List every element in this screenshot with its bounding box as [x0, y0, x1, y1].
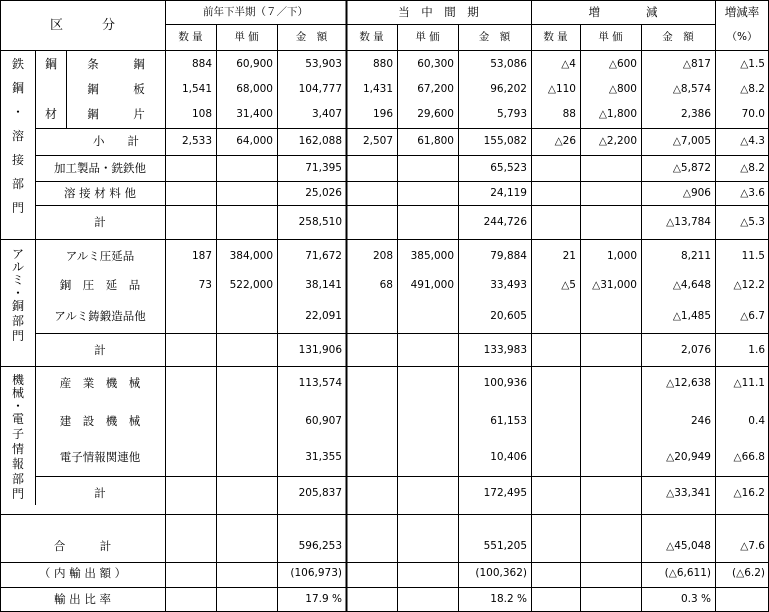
table-cell: △110 — [547, 83, 576, 95]
header-division: 区 分 — [49, 18, 115, 33]
group-machinery-label: 機 械 ・ 電 子 情 報 部 門 — [11, 373, 24, 501]
table-cell: 100,936 — [483, 377, 527, 389]
row-label: 加工製品・銑鉄他 — [54, 161, 146, 175]
subheader-amount: 金 額 — [662, 31, 694, 43]
table-cell: △1,485 — [672, 310, 711, 322]
table-cell: 2,386 — [680, 108, 711, 120]
table-cell: △4 — [561, 58, 576, 70]
table-cell: 172,495 — [483, 487, 527, 499]
row-label: 溶 接 材 料 他 — [63, 186, 137, 200]
table-cell: △800 — [608, 83, 637, 95]
table-cell: 21 — [562, 250, 576, 262]
row-label: 銅 圧 延 品 — [59, 278, 141, 292]
table-cell: 258,510 — [298, 216, 342, 228]
table-cell: 113,574 — [298, 377, 342, 389]
table-cell: 384,000 — [229, 250, 273, 262]
table-cell: 67,200 — [417, 83, 454, 95]
table-cell: △1.5 — [740, 58, 765, 70]
table-cell: 71,672 — [305, 250, 342, 262]
table-cell: △8,574 — [672, 83, 711, 95]
table-cell: 0.3 % — [680, 593, 711, 605]
subheader-rate-unit: （%） — [726, 31, 758, 43]
table-cell: △600 — [608, 58, 637, 70]
subheader-amount: 金 額 — [478, 31, 511, 43]
table-cell: 53,086 — [490, 58, 527, 70]
row-label: 産 業 機 械 — [59, 376, 141, 390]
table-cell: 79,884 — [490, 250, 527, 262]
table-cell: 60,900 — [236, 58, 273, 70]
row-label: 計 — [94, 486, 106, 500]
table-cell: 29,600 — [417, 108, 454, 120]
subheader-price: 単 価 — [415, 31, 440, 43]
table-cell: 53,903 — [305, 58, 342, 70]
table-cell: △4,648 — [672, 279, 711, 291]
table-cell: 71,395 — [305, 162, 342, 174]
row-label: 計 — [94, 343, 106, 357]
table-cell: △16.2 — [733, 487, 765, 499]
subheader-qty: 数 量 — [178, 31, 203, 43]
row-label: （ 内 輸 出 額 ） — [38, 566, 127, 580]
table-cell: 196 — [372, 108, 393, 120]
subheader-qty: 数 量 — [359, 31, 384, 43]
table-cell: 18.2 % — [490, 593, 527, 605]
table-cell: 155,082 — [483, 135, 527, 147]
table-cell: 5,793 — [496, 108, 527, 120]
table-cell: 551,205 — [483, 540, 527, 552]
table-cell: △45,048 — [666, 540, 711, 552]
subheader-price: 単 価 — [598, 31, 623, 43]
table-cell: 133,983 — [483, 344, 527, 356]
row-label: 計 — [94, 215, 106, 229]
group-alum-label: ア ル ミ ・ 銅 部 門 — [11, 247, 24, 343]
table-cell: △906 — [682, 187, 711, 199]
table-cell: △13,784 — [666, 216, 711, 228]
row-label: 合 計 — [53, 539, 112, 553]
table-cell: 68 — [379, 279, 393, 291]
table-cell: 88 — [562, 108, 576, 120]
table-cell: △31,000 — [592, 279, 637, 291]
group-steel-material-label: 鋼 材 — [44, 57, 57, 121]
table-cell: 2,076 — [680, 344, 711, 356]
table-cell: 25,026 — [305, 187, 342, 199]
table-cell: 2,533 — [181, 135, 212, 147]
table-cell: (△6,611) — [664, 567, 711, 579]
table-cell: △5,872 — [672, 162, 711, 174]
row-label: アルミ圧延品 — [65, 249, 135, 263]
table-cell: 162,088 — [298, 135, 342, 147]
table-cell: 104,777 — [298, 83, 342, 95]
table-cell: 31,355 — [305, 451, 342, 463]
header-current-period: 当 中 間 期 — [398, 5, 479, 19]
table-cell: 884 — [191, 58, 212, 70]
table-cell: 491,000 — [410, 279, 454, 291]
table-cell: △66.8 — [733, 451, 765, 463]
table-cell: 0.4 — [748, 415, 765, 427]
table-cell: 22,091 — [305, 310, 342, 322]
table-cell: 33,493 — [490, 279, 527, 291]
table-cell: △12.2 — [733, 279, 765, 291]
table-cell: △12,638 — [666, 377, 711, 389]
table-cell: △3.6 — [740, 187, 765, 199]
table-cell: 1.6 — [748, 344, 765, 356]
table-cell: 24,119 — [490, 187, 527, 199]
table-cell: △2,200 — [598, 135, 637, 147]
table-cell: 10,406 — [490, 451, 527, 463]
header-change-rate: 増減率 — [724, 5, 760, 19]
table-cell: △4.3 — [740, 135, 765, 147]
table-cell: △20,949 — [666, 451, 711, 463]
table-cell: 1,541 — [181, 83, 212, 95]
table-cell: 385,000 — [410, 250, 454, 262]
table-cell: 61,800 — [417, 135, 454, 147]
table-cell: 20,605 — [490, 310, 527, 322]
table-cell: 522,000 — [229, 279, 273, 291]
table-cell: 1,431 — [362, 83, 393, 95]
table-cell: △7.6 — [740, 540, 765, 552]
table-cell: 96,202 — [490, 83, 527, 95]
table-cell: △7,005 — [672, 135, 711, 147]
row-label: 鋼 片 — [87, 107, 145, 121]
row-label: 鋼 板 — [87, 82, 145, 96]
table-cell: 31,400 — [236, 108, 273, 120]
row-label: 輸 出 比 率 — [54, 592, 111, 606]
table-cell: △8.2 — [740, 83, 765, 95]
table-cell: 187 — [191, 250, 212, 262]
table-cell: △5.3 — [740, 216, 765, 228]
table-cell: △11.1 — [733, 377, 765, 389]
table-cell: 3,407 — [311, 108, 342, 120]
table-cell: △1,800 — [598, 108, 637, 120]
table-cell: △6.7 — [740, 310, 765, 322]
table-cell: 70.0 — [741, 108, 765, 120]
table-cell: 2,507 — [362, 135, 393, 147]
table-cell: 60,907 — [305, 415, 342, 427]
table-cell: (100,362) — [475, 567, 527, 579]
table-cell: 8,211 — [680, 250, 711, 262]
table-cell: 1,000 — [606, 250, 637, 262]
table-cell: (106,973) — [290, 567, 342, 579]
table-cell: 65,523 — [490, 162, 527, 174]
table-cell: 596,253 — [298, 540, 342, 552]
subheader-amount: 金 額 — [295, 31, 328, 43]
table-cell: 108 — [191, 108, 212, 120]
row-label: 建 設 機 械 — [59, 414, 141, 428]
table-cell: 68,000 — [236, 83, 273, 95]
table-cell: 131,906 — [298, 344, 342, 356]
table-cell: 880 — [372, 58, 393, 70]
subheader-price: 単 価 — [234, 31, 259, 43]
table-cell: 38,141 — [305, 279, 342, 291]
row-label: 小 計 — [93, 134, 139, 148]
row-label: 条 鋼 — [87, 57, 145, 71]
table-cell: 244,726 — [483, 216, 527, 228]
table-cell: (△6.2) — [732, 567, 765, 579]
table-cell: △33,341 — [666, 487, 711, 499]
table-cell: △5 — [561, 279, 576, 291]
table-cell: 73 — [198, 279, 212, 291]
table-cell: 61,153 — [490, 415, 527, 427]
table-cell: 205,837 — [298, 487, 342, 499]
table-cell: △26 — [554, 135, 576, 147]
header-change: 増 減 — [588, 5, 658, 19]
row-label: アルミ鋳鍛造品他 — [54, 309, 146, 323]
table-cell: 246 — [690, 415, 711, 427]
table-cell: 11.5 — [741, 250, 765, 262]
header-prev-period: 前年下半期（７／下） — [203, 6, 308, 18]
row-label: 電子情報関連他 — [59, 450, 141, 464]
table-cell: 60,300 — [417, 58, 454, 70]
group-steel-label: 鉄 鋼 ・ 溶 接 部 門 — [11, 57, 24, 215]
table-cell: 17.9 % — [305, 593, 342, 605]
subheader-qty: 数 量 — [543, 31, 568, 43]
table-cell: 64,000 — [236, 135, 273, 147]
table-cell: △8.2 — [740, 162, 765, 174]
table-cell: △817 — [682, 58, 711, 70]
table-cell: 208 — [372, 250, 393, 262]
